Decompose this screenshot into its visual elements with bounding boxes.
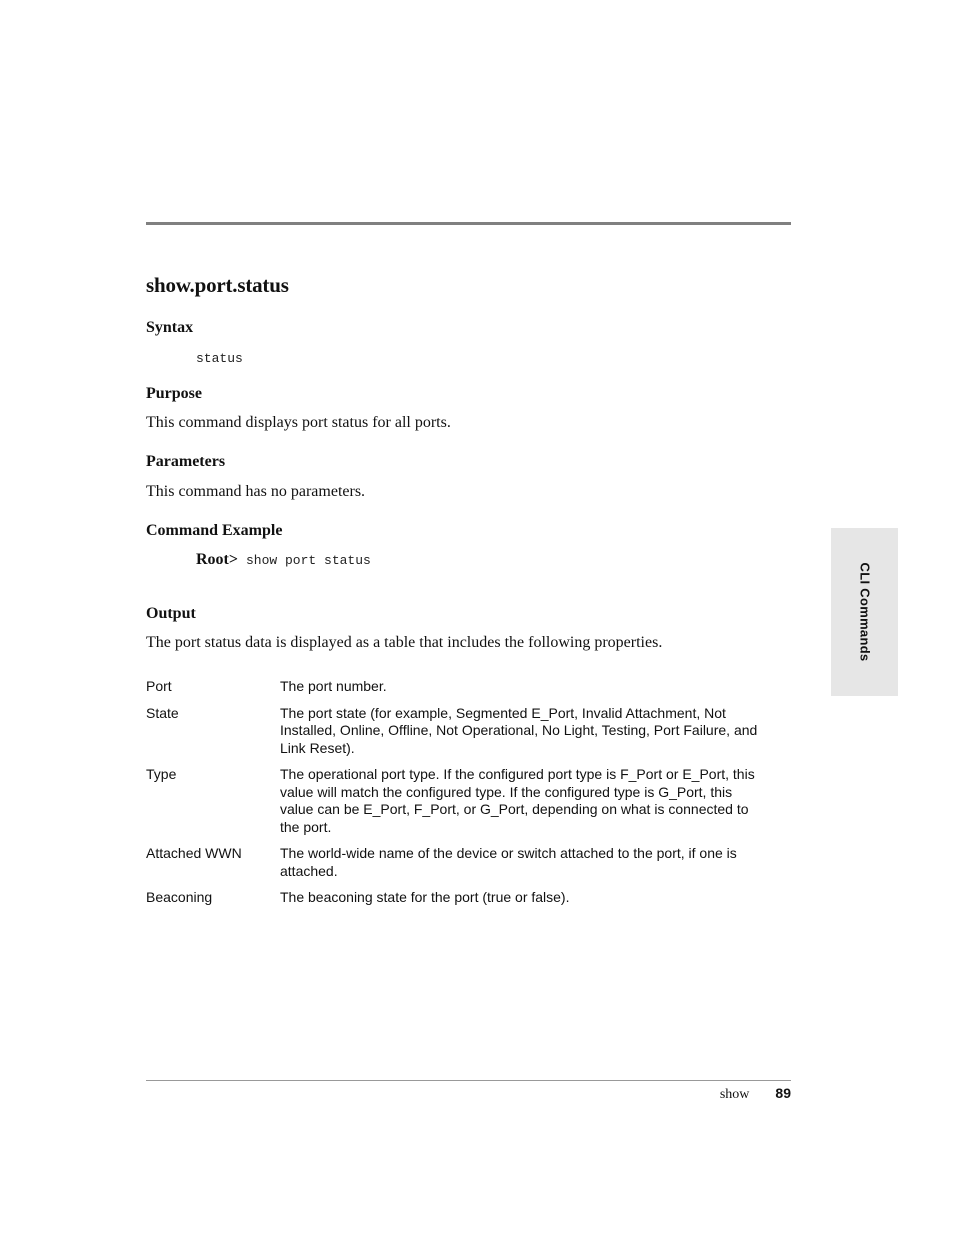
properties-table [146,678,766,916]
example-command: show port status [246,553,371,568]
property-name: Beaconing [146,889,213,905]
property-name: State [146,704,179,721]
example-line [196,551,371,569]
property-description: The world-wide name of the device or switch attached to the port, if one is attached. [280,845,737,879]
property-name: Port [146,678,172,694]
example-heading: Command Example [146,522,283,539]
footer-section-name: show [719,1087,750,1102]
property-description: The beaconing state for the port (true or false). [280,889,570,905]
property-description: The port state (for example, Segmented E_Port, Invalid Attachment, Not Installed, Online, Offline, Not Operational, No Light, Testing, Port Failure, and Link Reset). [280,704,758,756]
chapter-side-tab [831,528,898,696]
parameters-text: This command has no parameters. [146,483,366,500]
chapter-tab-label: CLI Commands [857,562,872,662]
property-row [146,678,766,696]
syntax-heading: Syntax [146,319,194,336]
page-title: show.port.status [146,273,289,297]
property-row [146,845,766,880]
property-row [146,705,766,758]
property-row [146,766,766,836]
output-heading: Output [146,605,196,622]
property-row [146,889,766,907]
parameters-heading: Parameters [146,453,226,470]
property-description: The operational port type. If the configured port type is F_Port or E_Port, this value will match the configured type. If the configured type is G_Port, this value can be E_Port, F_Port, or G_Port, depending on what is connected to the port. [280,766,755,835]
footer-rule [146,1080,791,1081]
syntax-code: status [196,351,243,366]
property-name: Attached WWN [146,845,242,861]
example-prompt: Root> [196,551,238,568]
purpose-text: This command displays port status for all ports. [146,414,451,431]
top-rule [146,222,791,225]
purpose-heading: Purpose [146,385,202,402]
output-text: The port status data is displayed as a table that includes the following properties. [146,634,663,651]
property-description: The port number. [280,678,387,694]
property-name: Type [146,766,177,782]
page-number: 89 [775,1085,791,1101]
page-footer [720,1085,791,1103]
